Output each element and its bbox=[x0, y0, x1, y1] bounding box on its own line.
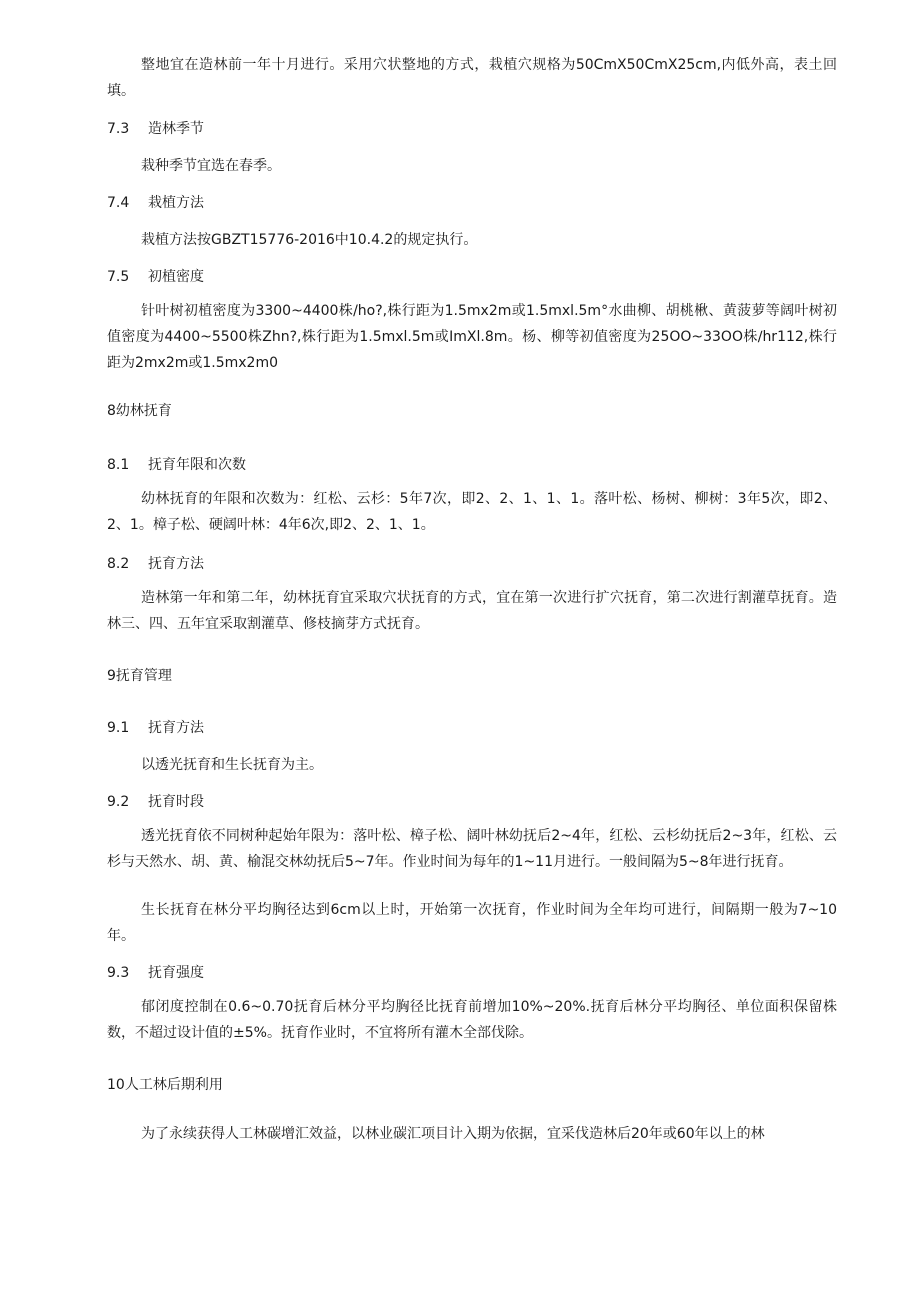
paragraph-planting-season: 栽种季节宜选在春季。 bbox=[141, 158, 281, 174]
paragraph-site-preparation: 整地宜在造林前一年十月进行。采用穴状整地的方式，栽植穴规格为50CmX50CmX25cm,内低外高，表土回填。 bbox=[107, 57, 837, 99]
section-number: 9.2 bbox=[107, 794, 130, 810]
section-title: 栽植方法 bbox=[148, 195, 204, 211]
section-number: 7.4 bbox=[107, 195, 130, 211]
section-heading-7-3 bbox=[107, 118, 204, 138]
chapter-heading-10: 10人工林后期利用 bbox=[107, 1077, 223, 1093]
paragraph-initial-density: 针叶树初植密度为3300~4400株/ho?,株行距为1.5mx2m或1.5mxl.5m°水曲柳、胡桃楸、黄菠萝等阔叶树初值密度为4400~5500株Zhn?,株行距为1.5mxl.5m或ImXl.8m。杨、柳等初值密度为25OO~33OO株∕hr112,株行距为2mx2m或1.5mx2m0 bbox=[107, 303, 837, 371]
paragraph-growth-tending: 生长抚育在林分平均胸径达到6cm以上时，开始第一次抚育，作业时间为全年均可进行，间隔期一般为7~10年。 bbox=[107, 902, 837, 944]
paragraph-light-tending: 透光抚育依不同树种起始年限为：落叶松、樟子松、阔叶林幼抚后2~4年，红松、云杉幼抚后2~3年，红松、云杉与天然水、胡、黄、榆混交林幼抚后5~7年。作业时间为每年的1~11月进行。一般间隔为5~8年进行抚育。 bbox=[107, 828, 837, 870]
section-title: 初植密度 bbox=[148, 269, 204, 285]
paragraph-tending-method: 造林第一年和第二年，幼林抚育宜采取穴状抚育的方式，宜在第一次进行扩穴抚育，第二次进行割灌草抚育。造林三、四、五年宜采取割灌草、修枝摘芽方式抚育。 bbox=[107, 590, 837, 632]
paragraph-tending-approach: 以透光抚育和生长抚育为主。 bbox=[141, 757, 323, 773]
section-heading-7-4 bbox=[107, 192, 204, 212]
section-heading-8-1 bbox=[107, 454, 246, 474]
paragraph-later-use: 为了永续获得人工林碳增汇效益，以林业碳汇项目计入期为依据，宜采伐造林后20年或60年以上的林 bbox=[141, 1126, 765, 1142]
section-title: 抚育时段 bbox=[148, 794, 204, 810]
section-heading-9-2 bbox=[107, 791, 204, 811]
section-heading-9-3 bbox=[107, 962, 204, 982]
section-number: 7.5 bbox=[107, 269, 130, 285]
section-heading-9-1 bbox=[107, 717, 204, 737]
section-number: 8.1 bbox=[107, 457, 130, 473]
section-number: 8.2 bbox=[107, 556, 130, 572]
section-title: 造林季节 bbox=[148, 121, 204, 137]
paragraph-tending-intensity: 郁闭度控制在0.6~0.70抚育后林分平均胸径比抚育前增加10%~20%.抚育后林分平均胸径、单位面积保留株数，不超过设计值的±5%。抚育作业时，不宜将所有灌木全部伐除。 bbox=[107, 999, 837, 1041]
paragraph-planting-method: 栽植方法按GBZT15776-2016中10.4.2的规定执行。 bbox=[141, 232, 478, 248]
section-number: 9.3 bbox=[107, 965, 130, 981]
section-number: 7.3 bbox=[107, 121, 130, 137]
section-number: 9.1 bbox=[107, 720, 130, 736]
section-title: 抚育方法 bbox=[148, 556, 204, 572]
section-title: 抚育方法 bbox=[148, 720, 204, 736]
section-heading-7-5 bbox=[107, 266, 204, 286]
section-title: 抚育年限和次数 bbox=[148, 457, 246, 473]
chapter-heading-8: 8幼林抚育 bbox=[107, 403, 172, 419]
paragraph-tending-years: 幼林抚育的年限和次数为：红松、云杉：5年7次，即2、2、1、1、1。落叶松、杨树、柳树：3年5次，即2、2、1。樟子松、硬阔叶林：4年6次,即2、2、1、1。 bbox=[107, 491, 837, 533]
section-title: 抚育强度 bbox=[148, 965, 204, 981]
section-heading-8-2 bbox=[107, 553, 204, 573]
chapter-heading-9: 9抚育管理 bbox=[107, 668, 172, 684]
